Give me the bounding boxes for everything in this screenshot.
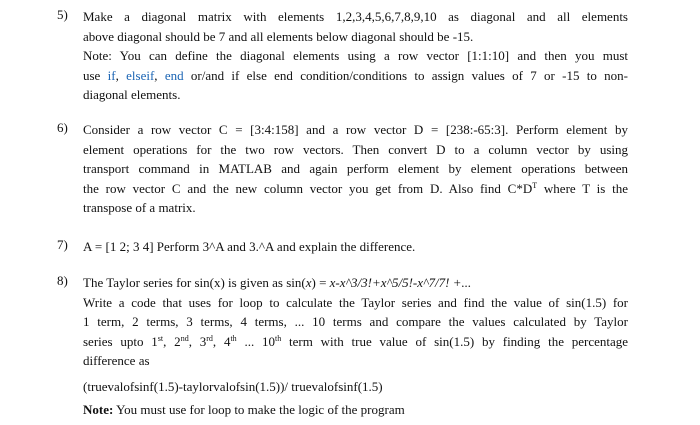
text-line: transport command in MATLAB and again perform element by element operations between [83,161,628,176]
problem-number: 5) [57,7,68,22]
note-label: Note: [83,402,114,417]
text-line: above diagonal should be 7 and all elements below diagonal should be -15. [83,28,474,44]
text-line: difference as [83,353,150,368]
problem-number: 7) [57,237,68,252]
keyword-end: end [164,67,184,83]
text-line: transpose of a matrix. [83,200,196,215]
text-line: A = [1 2; 3 4] Perform 3^A and 3.^A and explain the difference. [83,239,416,254]
text-line: Write a code that uses for loop to calculate the Taylor series and find the value of sin(1.5) for [83,294,628,310]
problem-text [83,237,628,257]
text-line: series upto 1st, 2nd, 3rd, 4th ... 10th term with true value of sin(1.5) by finding the percentage [83,333,629,349]
text-line: Note: You can define the diagonal elements using a row vector [1:1:10] and then you must [83,48,628,63]
problem-number: 6) [57,120,68,135]
problem-text [83,7,628,105]
problem-text [83,120,628,218]
transpose-superscript: T [532,180,538,190]
text-line: Consider a row vector C = [3:4:158] and a row vector D = [238:-65:3]. Perform element by [83,122,628,137]
percentage-formula: (truevalofsinf(1.5)-taylorvalofsin(1.5))/ truevalofsinf(1.5) [83,378,383,394]
text-line: the row vector C and the new column vector you get from D. Also find $C*D^T$ where T is the [83,180,629,196]
text-line: use if, elseif, end or/and if else end condition/conditions to assign values of 7 or -15 to non- [83,67,628,83]
text-line: element operations for the two row vectors. Then convert D to a column vector by using [83,141,628,157]
problem-text [83,273,628,420]
keyword-elseif: elseif [126,67,155,83]
text-line: Make a diagonal matrix with elements 1,2,3,4,5,6,7,8,9,10 as diagonal and all elements [83,9,628,24]
text-line: 1 term, 2 terms, 3 terms, 4 terms, ... 10 terms and compare the values calculated by Taylor [83,314,628,329]
taylor-series-expression: x-x^3/3!+x^5/5!-x^7/7! +... [329,275,472,290]
note-line: Note: You must use for loop to make the logic of the program [83,402,405,417]
problem-number: 8) [57,273,68,288]
text-line: diagonal elements. [83,87,181,102]
text-line: The Taylor series for sin(x) is given as sin(x) = x-x^3/3!+x^5/5!-x^7/7! +... [83,275,472,290]
keyword-if: if [107,67,116,83]
